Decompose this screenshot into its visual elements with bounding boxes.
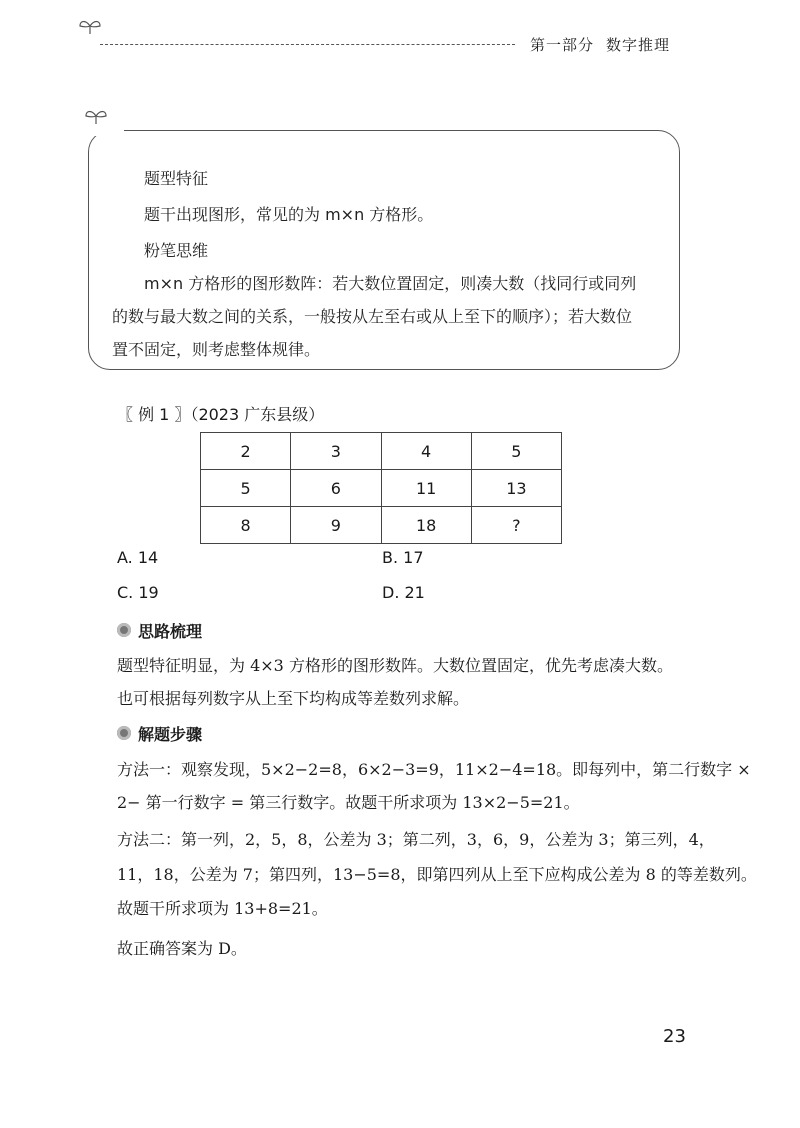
- section-part: 第一部分: [530, 36, 595, 54]
- final-answer: 故正确答案为 D。: [117, 939, 247, 958]
- grid-cell: 8: [201, 507, 291, 544]
- analysis-bullet-icon: [117, 623, 131, 637]
- grid-cell-unknown: ?: [471, 507, 561, 544]
- number-grid: [200, 432, 562, 544]
- section-title: [530, 34, 682, 55]
- tip-line-1: 题干出现图形，常见的为 m×n 方格形。: [144, 205, 434, 224]
- option-d: D. 21: [382, 583, 425, 602]
- grid-cell: 9: [291, 507, 381, 544]
- page-number: 23: [663, 1026, 686, 1047]
- solution-bullet-icon: [117, 726, 131, 740]
- section-topic: 数字推理: [606, 36, 671, 54]
- method-one-line-1: 方法一：观察发现，5×2−2=8，6×2−3=9，11×2−4=18。即每列中，第二行数字 ×: [117, 760, 751, 779]
- method-two-line-3: 故题干所求项为 13+8=21。: [117, 899, 328, 918]
- tip-heading-type-features: 题型特征: [144, 169, 209, 188]
- option-a: A. 14: [117, 548, 159, 567]
- grid-cell: 5: [201, 470, 291, 507]
- grid-cell: 3: [291, 433, 381, 470]
- grid-row: [201, 433, 562, 470]
- option-c: C. 19: [117, 583, 159, 602]
- tip-box-gap: [84, 124, 124, 136]
- tip-line-4: 置不固定，则考虑整体规律。: [112, 340, 321, 359]
- sprout-icon: [78, 18, 102, 34]
- grid-row: [201, 470, 562, 507]
- tip-line-3: 的数与最大数之间的关系，一般按从左至右或从上至下的顺序）；若大数位: [112, 307, 633, 326]
- grid-cell: 18: [381, 507, 471, 544]
- grid-cell: 4: [381, 433, 471, 470]
- grid-cell: 5: [471, 433, 561, 470]
- analysis-line-1: 题型特征明显，为 4×3 方格形的图形数阵。大数位置固定，优先考虑凑大数。: [117, 656, 673, 675]
- sprout-icon: [84, 108, 108, 124]
- analysis-heading: 思路梳理: [138, 622, 203, 641]
- header-divider: [100, 44, 515, 45]
- grid-cell: 6: [291, 470, 381, 507]
- example-title: 〖 例 1 〗（2023 广东县级）: [117, 405, 325, 424]
- method-two-line-2: 11，18，公差为 7；第四列，13−5=8，即第四列从上至下应构成公差为 8 的等差数列。: [117, 865, 757, 884]
- grid-cell: 11: [381, 470, 471, 507]
- method-one-line-2: 2− 第一行数字 = 第三行数字。故题干所求项为 13×2−5=21。: [117, 793, 580, 812]
- option-b: B. 17: [382, 548, 424, 567]
- grid-cell: 2: [201, 433, 291, 470]
- grid-row: [201, 507, 562, 544]
- tip-line-2: m×n 方格形的图形数阵：若大数位置固定，则凑大数（找同行或同列: [144, 274, 637, 293]
- analysis-line-2: 也可根据每列数字从上至下均构成等差数列求解。: [117, 689, 470, 708]
- solution-heading: 解题步骤: [138, 725, 203, 744]
- tip-heading-fenbi-thinking: 粉笔思维: [144, 241, 209, 260]
- grid-cell: 13: [471, 470, 561, 507]
- method-two-line-1: 方法二：第一列，2，5，8，公差为 3；第二列，3，6，9，公差为 3；第三列，4，: [117, 830, 715, 849]
